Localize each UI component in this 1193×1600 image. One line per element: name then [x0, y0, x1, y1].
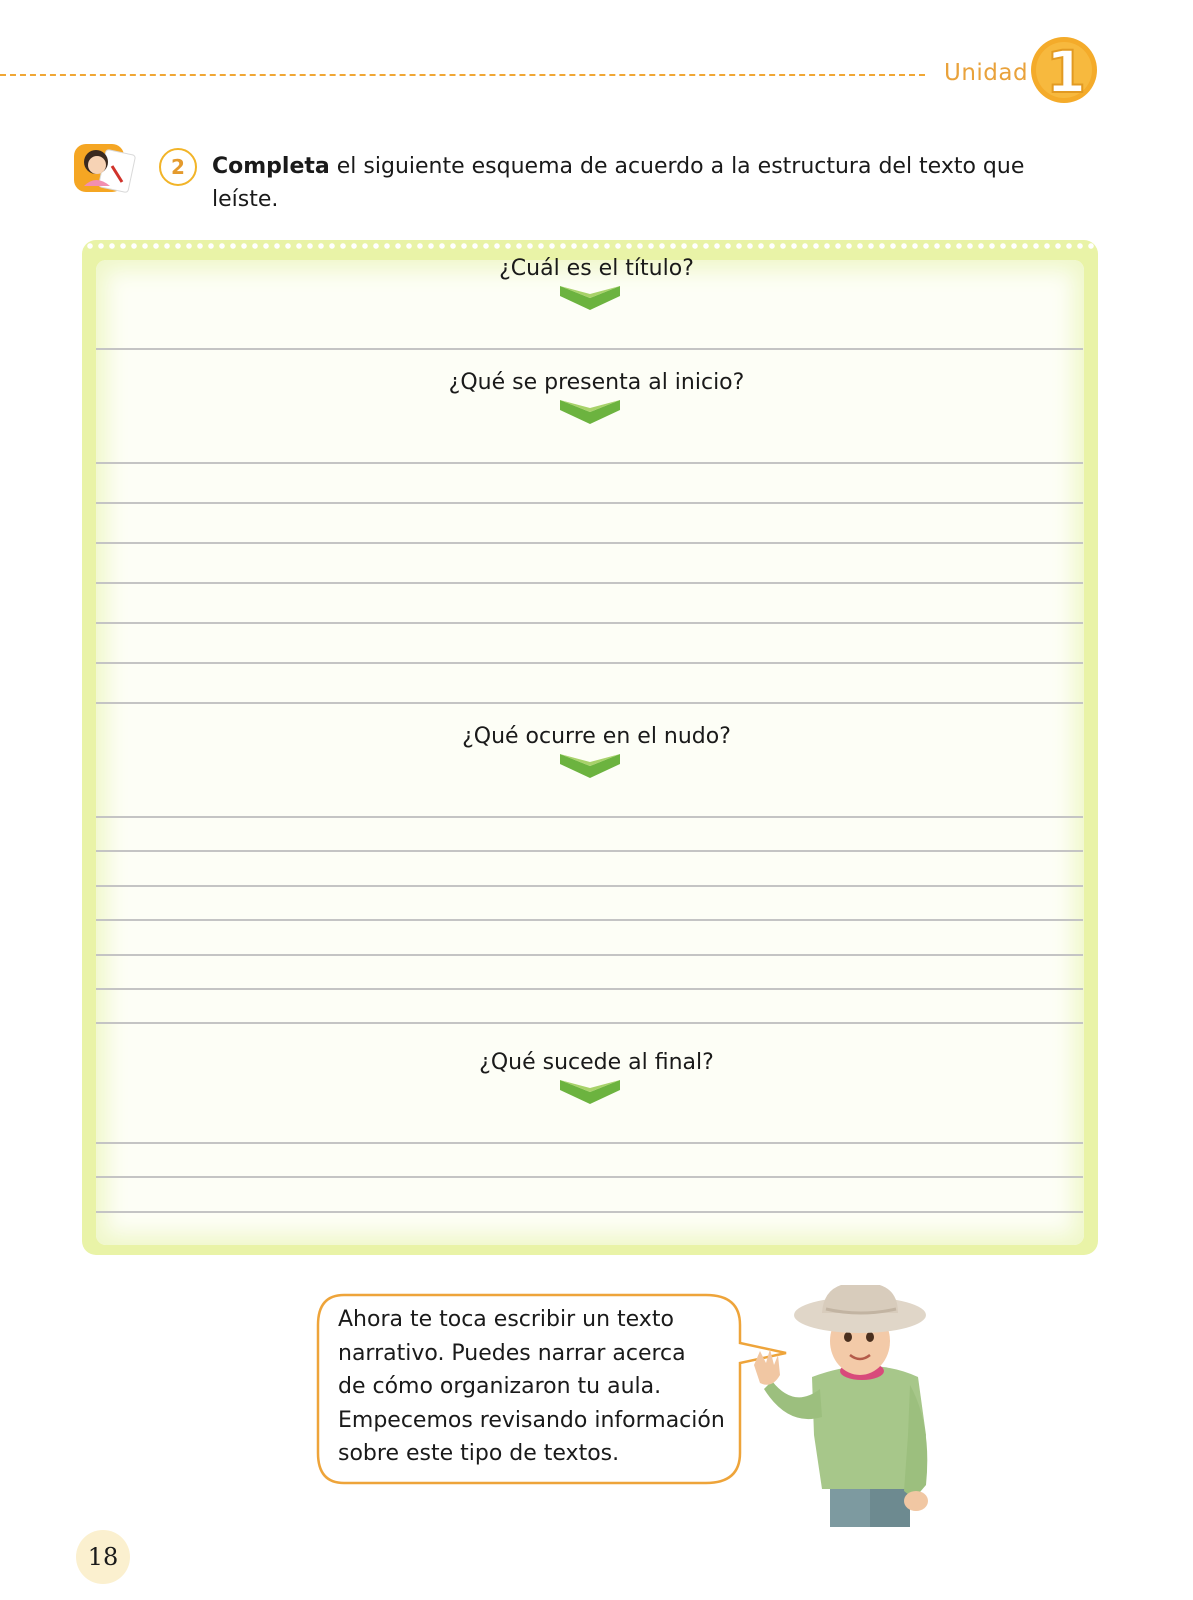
chevron-down-icon [558, 750, 622, 782]
writing-line[interactable] [96, 954, 1083, 956]
unit-label: Unidad [944, 60, 1029, 86]
writing-line[interactable] [96, 816, 1083, 818]
writing-line[interactable] [96, 919, 1083, 921]
notebook-perforation [86, 242, 1094, 252]
writing-line[interactable] [96, 582, 1083, 584]
question-title: ¿Cuál es el título? [499, 256, 694, 281]
bubble-line: sobre este tipo de textos. [338, 1441, 620, 1466]
question-beginning: ¿Qué se presenta al inicio? [448, 370, 745, 395]
writing-line[interactable] [96, 542, 1083, 544]
writing-line[interactable] [96, 850, 1083, 852]
instruction-text: el siguiente esquema de acuerdo a la estructura del texto que leíste. [212, 154, 1025, 212]
bubble-line: de cómo organizaron tu aula. [338, 1374, 662, 1399]
unit-number: 1 [1045, 38, 1087, 104]
chevron-down-icon [558, 1076, 622, 1108]
bubble-line: Ahora te toca escribir un texto [338, 1307, 674, 1332]
writing-line[interactable] [96, 1142, 1083, 1144]
writing-line[interactable] [96, 1211, 1083, 1213]
writing-line[interactable] [96, 702, 1083, 704]
page-number: 18 [76, 1530, 130, 1584]
writing-line[interactable] [96, 988, 1083, 990]
writing-line[interactable] [96, 885, 1083, 887]
boy-character-illustration [750, 1285, 965, 1530]
question-ending: ¿Qué sucede al final? [479, 1050, 714, 1075]
writing-line[interactable] [96, 662, 1083, 664]
writing-line[interactable] [96, 462, 1083, 464]
writing-line[interactable] [96, 1022, 1083, 1024]
writing-line[interactable] [96, 502, 1083, 504]
header-dashed-line [0, 74, 925, 76]
unit-number-badge [1030, 36, 1098, 104]
activity-number: 2 [159, 148, 197, 186]
writing-line[interactable] [96, 622, 1083, 624]
chevron-down-icon [558, 396, 622, 428]
writing-line[interactable] [96, 1176, 1083, 1178]
writing-line[interactable] [96, 348, 1083, 350]
question-middle: ¿Qué ocurre en el nudo? [462, 724, 731, 749]
instruction-keyword: Completa [212, 154, 330, 179]
bubble-line: narrativo. Puedes narrar acerca [338, 1340, 686, 1366]
speech-bubble-text [338, 1303, 758, 1471]
student-writing-icon [72, 140, 138, 196]
activity-instruction [212, 150, 1062, 216]
chevron-down-icon [558, 282, 622, 314]
bubble-line: Empecemos revisando información [338, 1407, 725, 1433]
